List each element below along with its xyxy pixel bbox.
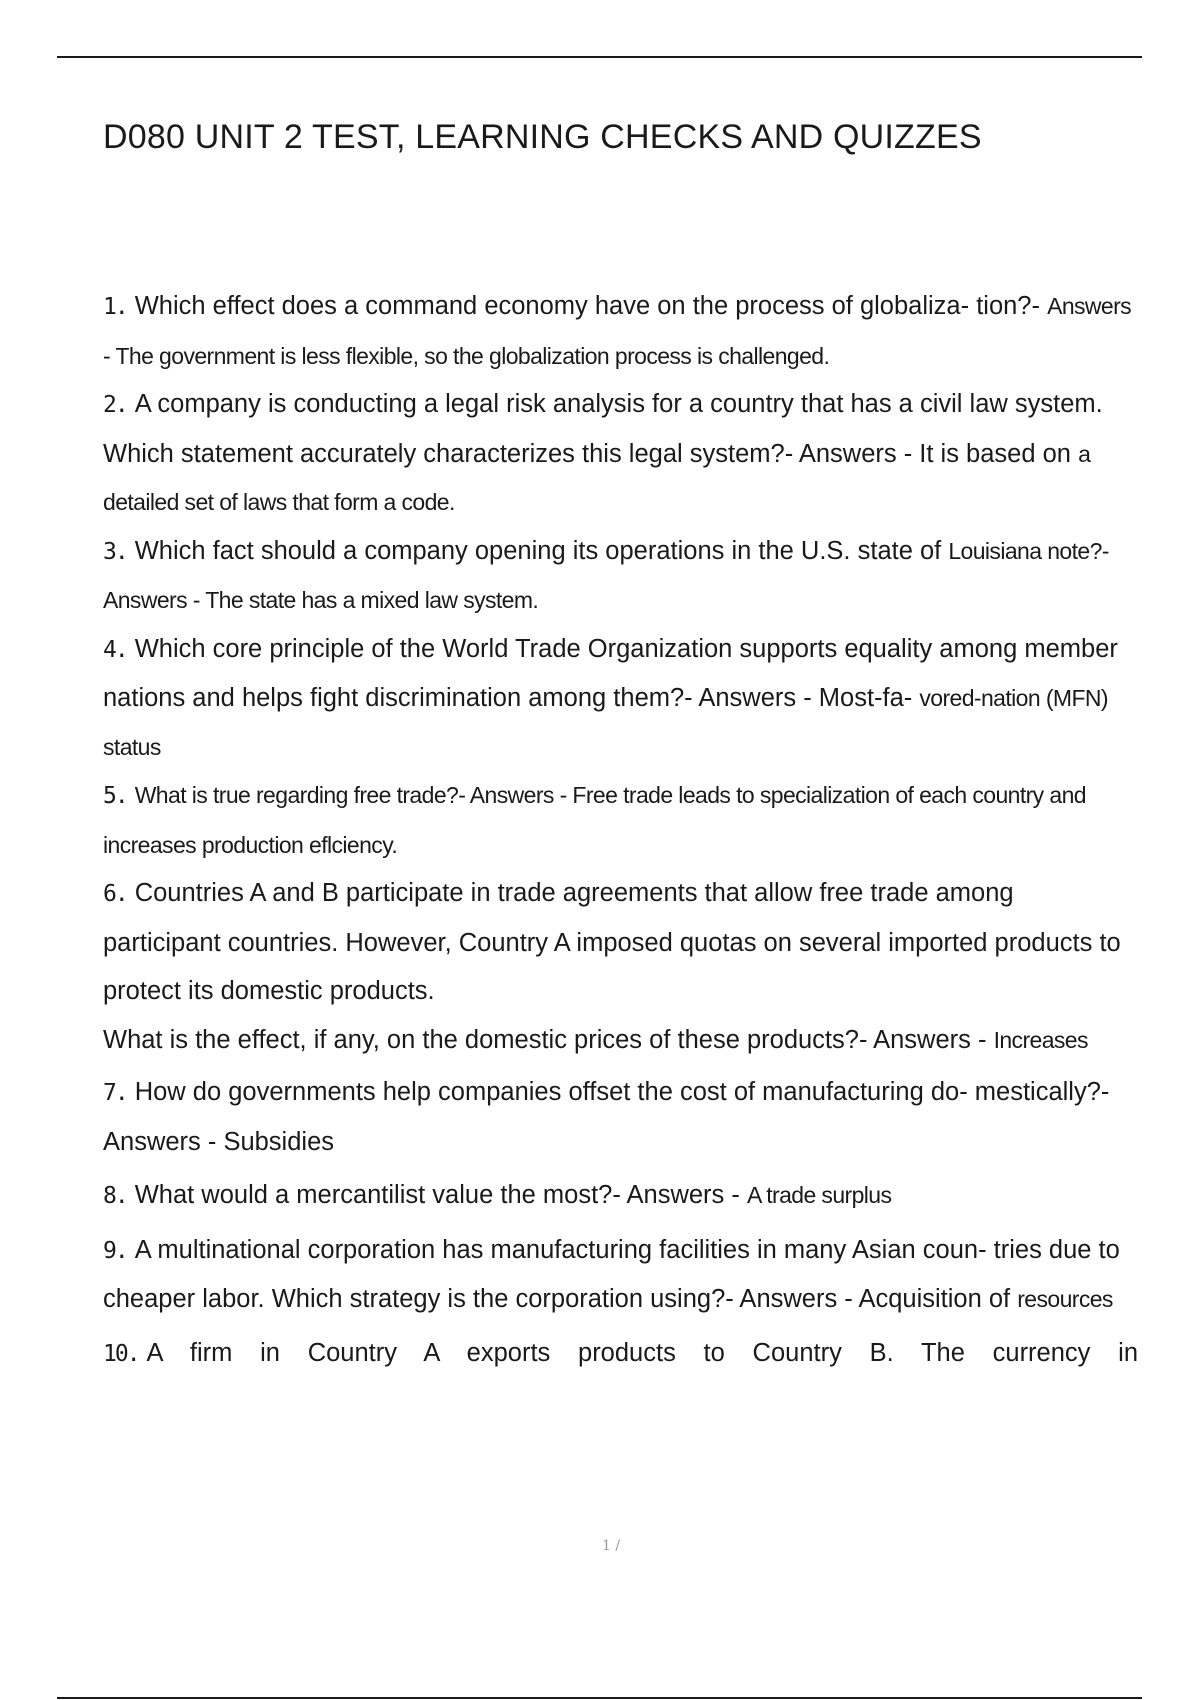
- question-number: 1.: [103, 294, 127, 320]
- document-title: D080 UNIT 2 TEST, LEARNING CHECKS AND QUIZZES: [103, 118, 982, 156]
- question-item-2: [103, 380, 1138, 527]
- question-number: 4.: [103, 636, 127, 663]
- answer-text: A trade surplus: [746, 1182, 892, 1208]
- page-number: 1 /: [602, 1538, 621, 1554]
- question-text: A firm in Country A exports products to Country B. The currency in: [146, 1338, 1138, 1367]
- answer-text: resources: [1017, 1286, 1113, 1312]
- answer-text: Increases: [993, 1026, 1088, 1053]
- question-item-3: [103, 527, 1138, 625]
- question-text: What would a mercantilist value the most?- Answers -: [134, 1181, 740, 1209]
- question-number: 7.: [103, 1080, 127, 1106]
- question-item-6: [103, 869, 1138, 1064]
- question-number: 5.: [103, 783, 127, 809]
- question-number: 3.: [103, 538, 127, 565]
- question-text: Countries A and B participate in trade agreements that allow free trade among participant countries. However, Country A imposed quotas on several imported products to protect its domestic products.: [103, 879, 1121, 1005]
- question-item-4: [103, 625, 1138, 772]
- question-item-10: [103, 1329, 1138, 1379]
- question-item-5: [103, 771, 1138, 869]
- bottom-rule: [57, 1697, 1142, 1699]
- question-text: A company is conducting a legal risk analysis for a country that has a civil law system. Which statement accurately characterizes this legal system?- Answers - It is based on: [103, 390, 1103, 468]
- question-item-9: [103, 1226, 1138, 1324]
- top-rule: [57, 56, 1142, 58]
- question-item-7: [103, 1068, 1138, 1166]
- question-list: [103, 282, 1138, 1378]
- answer-text: Answers - The government is less flexible, so the globalization process is challenged.: [103, 293, 1132, 369]
- question-text-continued: What is the effect, if any, on the domestic prices of these products?- Answers -: [103, 1025, 987, 1054]
- question-number: 6.: [103, 881, 127, 907]
- question-text: A multinational corporation has manufacturing facilities in many Asian coun- tries due to cheaper labor. Which strategy is the corporation using?- Answers - Acquisition of: [103, 1235, 1120, 1313]
- question-item-1: [103, 282, 1138, 380]
- question-item-8: [103, 1171, 1138, 1221]
- answer-text: a detailed set of laws that form a code.: [103, 440, 1091, 515]
- question-number: 8.: [103, 1183, 127, 1209]
- question-text: Which fact should a company opening its operations in the U.S. state of: [134, 536, 942, 565]
- question-text: How do governments help companies offset the cost of manufacturing do- mestically?- Answers - Subsidies: [103, 1078, 1110, 1156]
- question-number: 2.: [103, 392, 127, 418]
- answer-text: What is true regarding free trade?- Answers - Free trade leads to specialization of each country and increases production eflciency.: [103, 782, 1086, 858]
- answer-text: Louisiana note?- Answers - The state has a mixed law system.: [103, 537, 1109, 613]
- answer-text: vored-nation (MFN) status: [103, 685, 1108, 760]
- question-number: 10.: [103, 1340, 139, 1367]
- question-text: Which core principle of the World Trade Organization supports equality among member nations and helps fight discrimination among them?- Answers - Most-fa-: [103, 634, 1118, 712]
- question-text: Which effect does a command economy have on the process of globaliza- tion?-: [134, 292, 1040, 320]
- question-number: 9.: [103, 1237, 127, 1264]
